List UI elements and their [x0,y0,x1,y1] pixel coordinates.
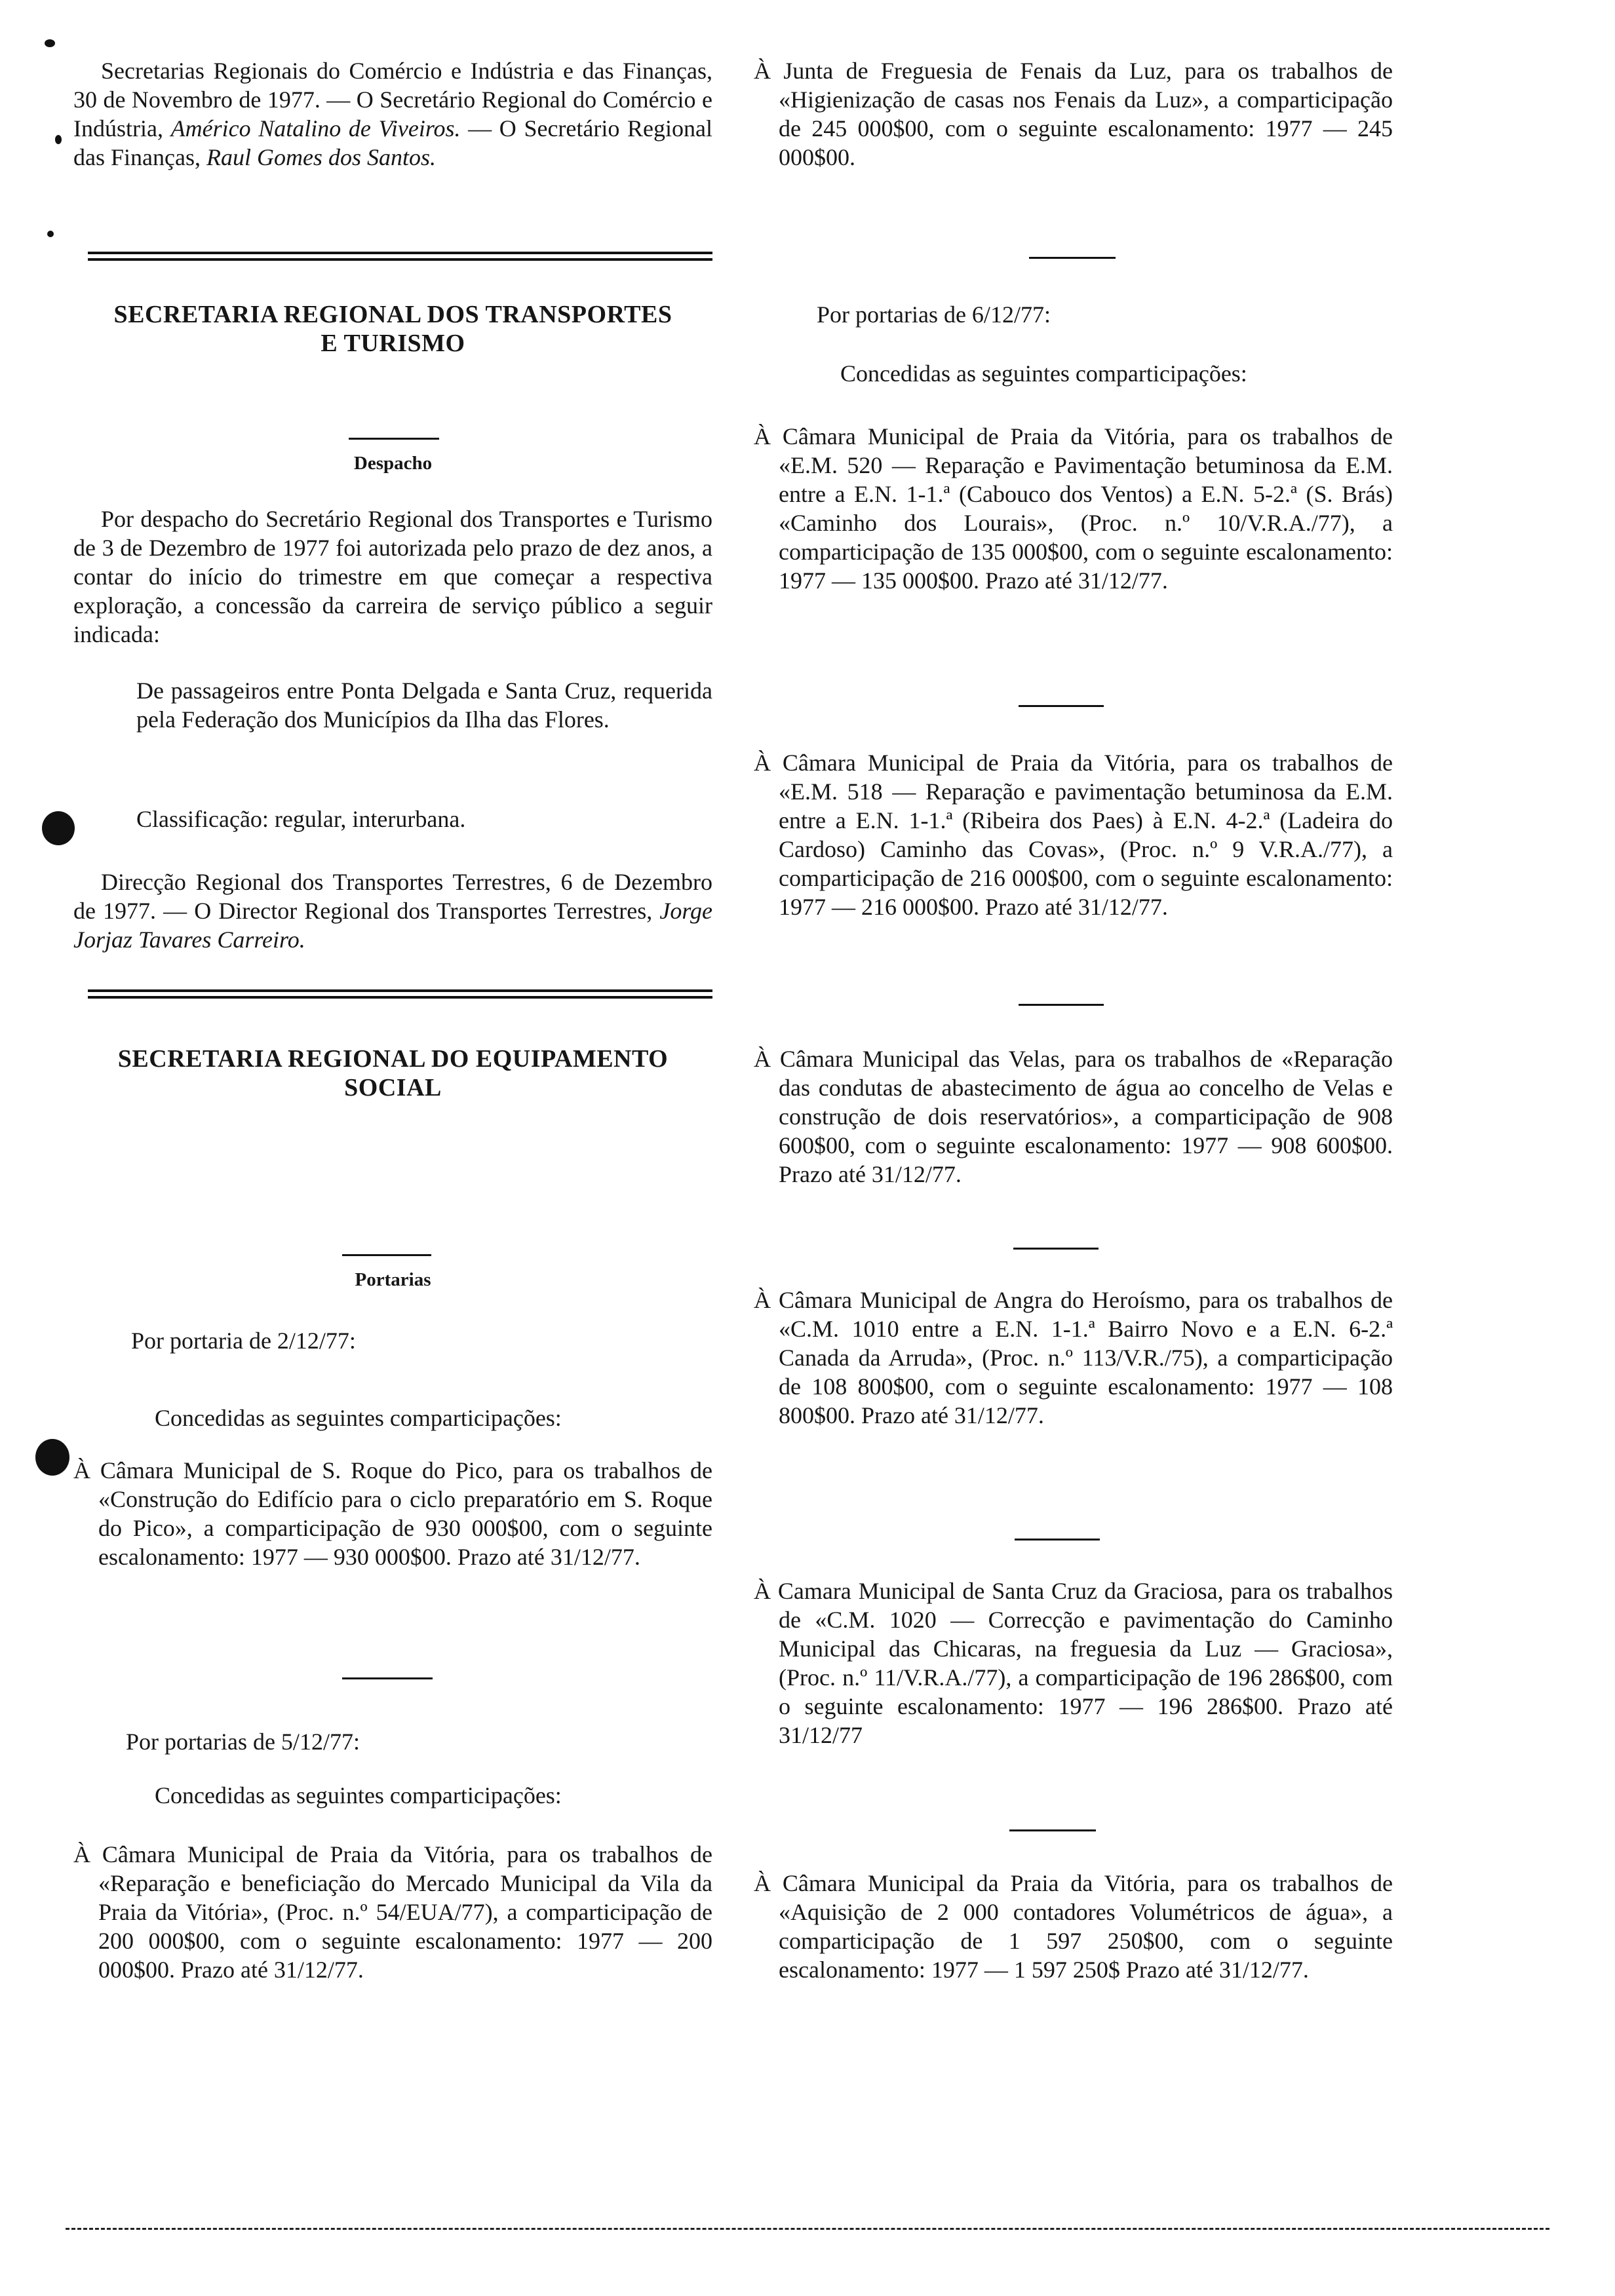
short-divider [1019,705,1104,707]
comparticipacao-item: À Câmara Municipal de Praia da Vitória, para os trabalhos de «E.M. 518 — Reparação e pavimentação betuminosa da E.M. entre a E.N. 1-1.ª (Ribeira dos Paes) à E.N. 4-2.ª (Ladeira do Cardoso) Caminho das Covas», (Proc. n.º 9 V.R.A./77), a comparticipação de 216 000$00, com o seguinte escalonamento: 1977 — 216 000$00. Prazo até 31/12/77. [754,750,1393,920]
scan-speck [47,231,54,237]
short-divider [1015,1539,1100,1540]
scan-speck [45,39,55,47]
passageiros-text: De passageiros entre Ponta Delgada e Santa Cruz, requerida pela Federação dos Municípios da Ilha das Flores. [136,678,712,733]
scan-speck [55,135,62,144]
passageiros-block [73,676,712,734]
short-divider [1019,1004,1104,1006]
page-bottom-rule [66,2228,1549,2230]
concedidas-line: Concedidas as seguintes comparticipações: [840,360,1247,387]
item-roque [73,1456,712,1571]
portaria-date: Por portaria de 2/12/77: [131,1328,356,1354]
short-divider [1029,257,1116,259]
item-mercado [73,1840,712,1984]
sec1-heading [73,300,712,358]
punch-hole-mark [35,1439,69,1476]
short-divider [1009,1829,1096,1831]
item-velas [754,1044,1393,1189]
signature-jorge: Jorge Jorjaz Tavares Carreiro. [73,898,712,953]
direccao-paragraph [73,868,712,954]
item-angra [754,1286,1393,1430]
comparticipacao-item: À Câmara Municipal das Velas, para os trabalhos de «Reparação das condutas de abastecimento de água ao concelho de Velas e construção de dois reservatórios», a comparticipação de 908 600$00, com o seguinte escalonamento: 1977 — 908 600$00. Prazo até 31/12/77. [754,1046,1393,1187]
short-divider [1013,1248,1099,1250]
short-divider [342,1254,431,1256]
comparticipacao-item: À Câmara Municipal de Praia da Vitória, para os trabalhos de «E.M. 520 — Reparação e Pavimentação betuminosa da E.M. entre a E.N. 1-1.ª (Cabouco dos Ventos) a E.N. 5-2.ª (S. Brás) «Caminho dos Lourais», (Proc. n.º 10/V.R.A./77), a comparticipação de 135 000$00, com o seguinte escalonamento: 1977 — 135 000$00. Prazo até 31/12/77. [754,423,1393,594]
classificacao-text: Classificação: regular, interurbana. [136,806,466,832]
portarias-title: Portarias [355,1269,431,1290]
item-graciosa [754,1577,1393,1750]
section-divider [88,252,712,261]
item-fenais [754,56,1393,172]
item-em520 [754,422,1393,595]
short-divider [342,1677,433,1679]
sec2-heading [73,1044,712,1102]
direccao-block [73,868,712,954]
signature-americo: Américo Natalino de Viveiros. [170,115,461,142]
portaria-date: Por portarias de 5/12/77: [126,1729,360,1755]
short-divider [349,438,439,440]
section-heading-line2: E TURISMO [321,330,465,357]
section-heading-line2: SOCIAL [344,1074,442,1101]
direccao-text: Direcção Regional dos Transportes Terrestres, 6 de Dezembro de 1977. — O Director Regional dos Transportes Terrestres, [73,869,712,924]
concedidas-line: Concedidas as seguintes comparticipações: [155,1405,562,1431]
intro-block [73,56,712,172]
despacho-title: Despacho [353,453,433,474]
item-em518 [754,748,1393,921]
signature-raul: Raul Gomes dos Santos. [206,144,436,170]
comparticipacao-item: À Câmara Municipal de Praia da Vitória, para os trabalhos de «Reparação e beneficiação do Mercado Municipal da Vila da Praia da Vitória», (Proc. n.º 54/EUA/77), a comparticipação de 200 000$00, com o seguinte escalonamento: 1977 — 200 000$00. Prazo até 31/12/77. [73,1841,712,1983]
intro-text: Secretarias Regionais do Comércio e Indústria e das Finanças, 30 de Novembro de 1977. — O Secretário Regional do Comércio e Indústria, [73,58,712,142]
despacho-block [73,505,712,649]
item-contadores [754,1869,1393,1984]
intro-mid-text: — O Secretário Regional das Finanças, [73,115,712,170]
comparticipacao-item: À Câmara Municipal de Angra do Heroísmo, para os trabalhos de «C.M. 1010 entre a E.N. 1-1.ª Bairro Novo e a E.N. 6-2.ª Canada da Arruda», (Proc. n.º 113/V.R./75), a comparticipação de 108 800$00, com o seguinte escalonamento: 1977 — 108 800$00. Prazo até 31/12/77. [754,1287,1393,1428]
concedidas-line: Concedidas as seguintes comparticipações: [155,1782,562,1808]
section-divider [88,989,712,999]
comparticipacao-item: À Câmara Municipal da Praia da Vitória, para os trabalhos de «Aquisição de 2 000 contadores Volumétricos de água», a comparticipação de 1 597 250$00, com o seguinte escalonamento: 1977 — 1 597 250$ Prazo até 31/12/77. [754,1870,1393,1983]
section-heading-line1: SECRETARIA REGIONAL DO EQUIPAMENTO [117,1045,669,1073]
intro-paragraph [73,56,712,172]
punch-hole-mark [42,811,75,845]
comparticipacao-item: À Camara Municipal de Santa Cruz da Graciosa, para os trabalhos de «C.M. 1020 — Correcção e pavimentação do Caminho Municipal das Chicaras, na freguesia da Luz — Graciosa», (Proc. n.º 11/V.R.A./77), a comparticipação de 196 286$00, com o seguinte escalonamento: 1977 — 196 286$00. Prazo até 31/12/77 [754,1578,1393,1748]
section-heading-line1: SECRETARIA REGIONAL DOS TRANSPORTES [113,301,672,328]
portaria-date: Por portarias de 6/12/77: [817,301,1051,328]
despacho-text: Por despacho do Secretário Regional dos Transportes e Turismo de 3 de Dezembro de 1977 foi autorizada pelo prazo de dez anos, a contar do início do trimestre em que começar a respectiva exploração, a concessão da carreira de serviço público a seguir indicada: [73,506,712,647]
comparticipacao-item: À Junta de Freguesia de Fenais da Luz, para os trabalhos de «Higienização de casas nos Fenais da Luz», a comparticipação de 245 000$00, com o seguinte escalonamento: 1977 — 245 000$00. [754,58,1393,170]
comparticipacao-item: À Câmara Municipal de S. Roque do Pico, para os trabalhos de «Construção do Edifício para o ciclo preparatório em S. Roque do Pico», a comparticipação de 930 000$00, com o seguinte escalonamento: 1977 — 930 000$00. Prazo até 31/12/77. [73,1457,712,1570]
